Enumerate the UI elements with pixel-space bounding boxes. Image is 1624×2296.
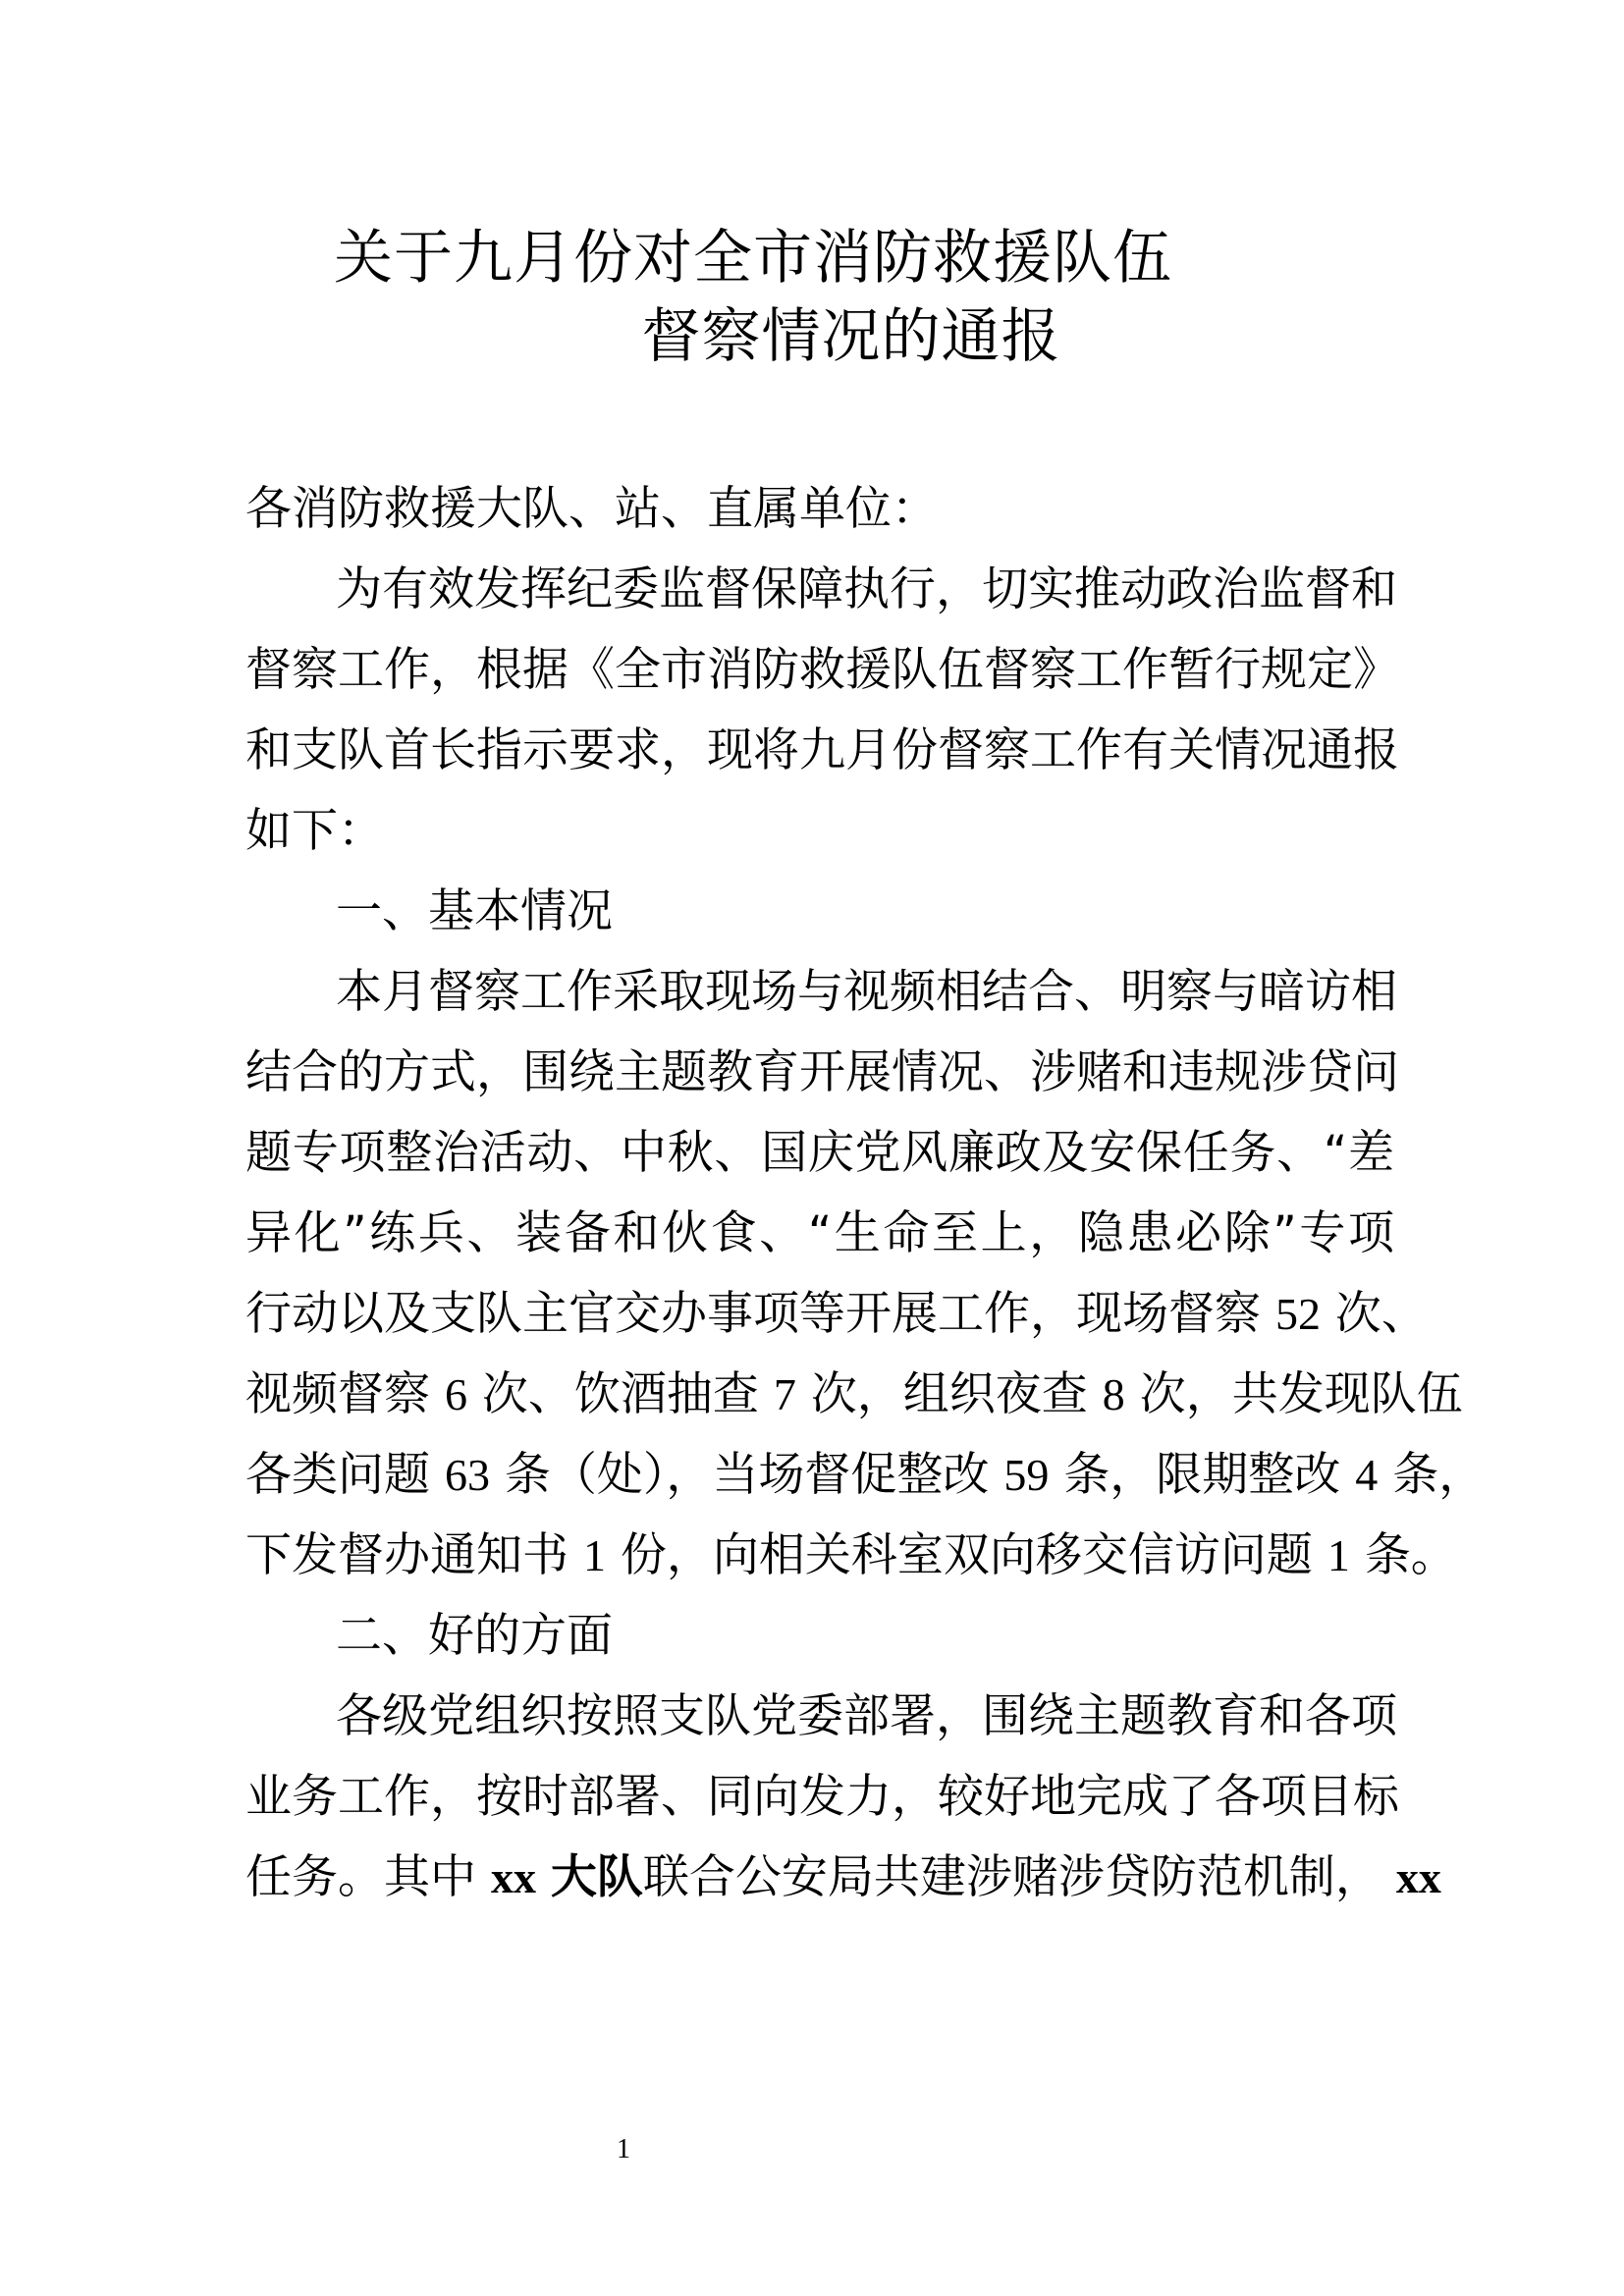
text-segment: 条。 bbox=[1364, 1528, 1457, 1582]
unit-label: 大队 bbox=[550, 1850, 643, 1904]
section-1-line-3: 题专项整治活动、中秋、国庆党风廉政及安保任务、“差 bbox=[245, 1126, 1394, 1180]
text-segment: 份，向相关科室双向移交信访问题 bbox=[620, 1528, 1313, 1582]
text-segment: 条，限期整改 bbox=[1063, 1448, 1341, 1502]
page-number: 1 bbox=[617, 2134, 630, 2164]
text-segment: 次、饮酒抽查 bbox=[481, 1367, 759, 1421]
intro-line-2: 督察工作，根据《全市消防救援队伍督察工作暂行规定》 bbox=[245, 643, 1399, 697]
salutation: 各消防救援大队、站、直属单位： bbox=[245, 482, 938, 536]
section-1-line-7 bbox=[245, 1435, 1486, 1516]
notice-count: 1 bbox=[582, 1530, 606, 1580]
section-1-line-2: 结合的方式，围绕主题教育开展情况、涉赌和违规涉贷问 bbox=[245, 1045, 1399, 1099]
unit-placeholder: xx bbox=[1395, 1852, 1441, 1902]
night-check-count: 8 bbox=[1102, 1369, 1125, 1419]
section-2-line-2: 业务工作，按时部署、同向发力，较好地完成了各项目标 bbox=[245, 1770, 1399, 1824]
intro-line-3: 和支队首长指示要求，现将九月份督察工作有关情况通报 bbox=[245, 723, 1399, 777]
section-2-line-3 bbox=[245, 1838, 1441, 1918]
section-2-heading: 二、好的方面 bbox=[336, 1609, 613, 1663]
section-1-heading: 一、基本情况 bbox=[336, 884, 613, 938]
problem-count: 63 bbox=[444, 1450, 490, 1500]
text-segment: 条（处），当场督促整改 bbox=[504, 1448, 990, 1502]
section-1-line-4: 异化”练兵、装备和伙食、“生命至上，隐患必除”专项 bbox=[245, 1206, 1394, 1260]
text-segment: 联合公安局共建涉赌涉贷防范机制， bbox=[642, 1850, 1381, 1904]
onsite-count: 52 bbox=[1274, 1289, 1321, 1339]
intro-line-4: 如下： bbox=[245, 804, 384, 858]
document-title-line-2: 督察情况的通报 bbox=[641, 302, 1061, 371]
petition-count: 1 bbox=[1326, 1530, 1350, 1580]
drink-check-count: 7 bbox=[773, 1369, 796, 1419]
section-1-line-6 bbox=[245, 1355, 1463, 1435]
text-segment: 各类问题 bbox=[245, 1448, 430, 1502]
text-segment: 次、 bbox=[1334, 1287, 1428, 1341]
section-1-line-1: 本月督察工作采取现场与视频相结合、明察与暗访相 bbox=[336, 965, 1397, 1019]
document-title-line-1: 关于九月份对全市消防救援队伍 bbox=[334, 224, 1172, 293]
unit-placeholder: xx bbox=[490, 1852, 536, 1902]
section-1-line-8 bbox=[245, 1516, 1457, 1596]
intro-line-1: 为有效发挥纪委监督保障执行，切实推动政治监督和 bbox=[336, 562, 1397, 616]
text-segment: 条， bbox=[1392, 1448, 1486, 1502]
fixed-count: 59 bbox=[1003, 1450, 1050, 1500]
text-segment: 次，共发现队伍 bbox=[1139, 1367, 1463, 1421]
section-2-line-1: 各级党组织按照支队党委部署，围绕主题教育和各项 bbox=[336, 1689, 1397, 1743]
deadline-count: 4 bbox=[1355, 1450, 1379, 1500]
text-segment: 任务。其中 bbox=[245, 1850, 476, 1904]
text-segment: 行动以及支队主官交办事项等开展工作，现场督察 bbox=[245, 1287, 1261, 1341]
text-segment: 次，组织夜查 bbox=[810, 1367, 1088, 1421]
video-count: 6 bbox=[444, 1369, 467, 1419]
document-body bbox=[245, 469, 1486, 1918]
text-segment: 视频督察 bbox=[245, 1367, 430, 1421]
section-1-line-5 bbox=[245, 1274, 1428, 1355]
text-segment: 下发督办通知书 bbox=[245, 1528, 568, 1582]
